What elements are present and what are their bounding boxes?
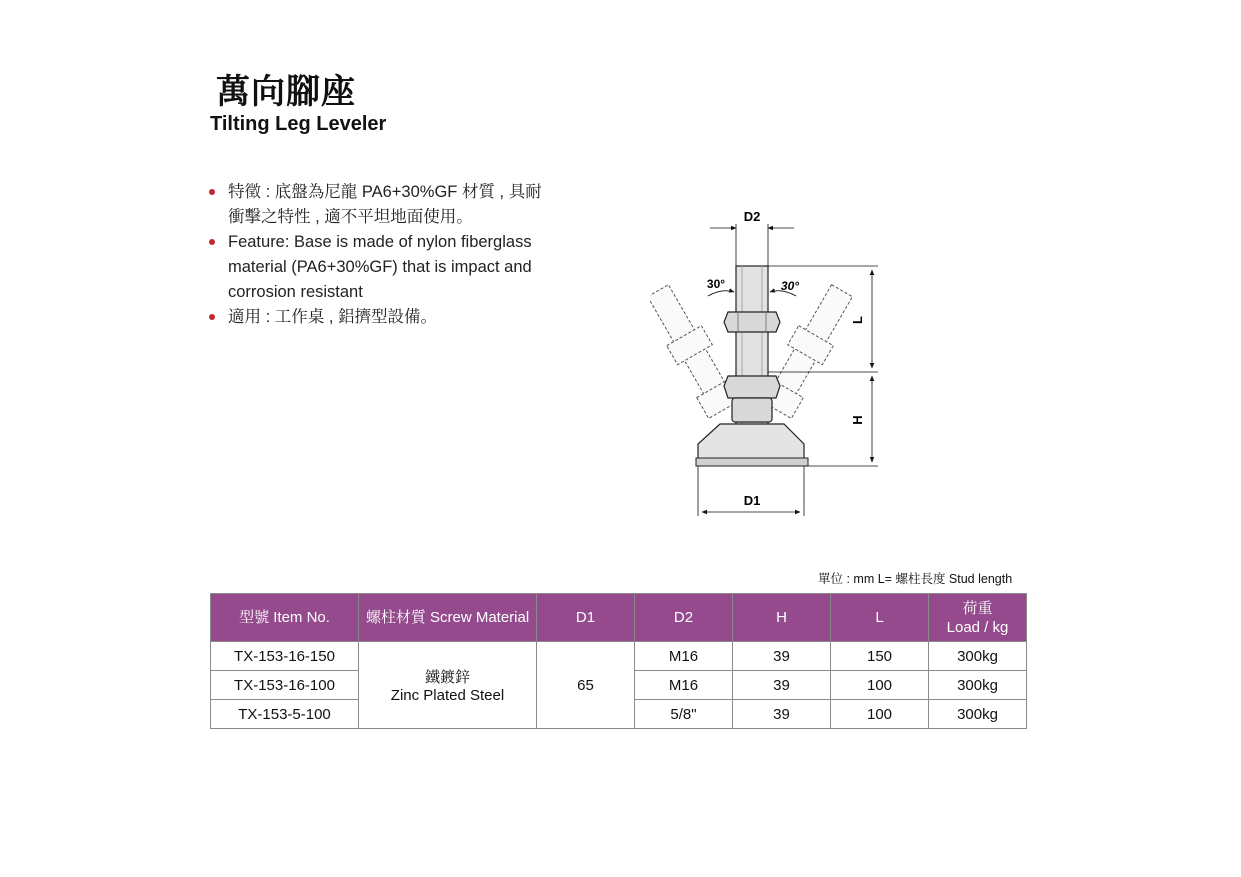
cell-h: 39 [733,642,831,671]
cell-d2: 5/8" [635,700,733,729]
cell-h: 39 [733,700,831,729]
header-load-en: Load / kg [946,618,1009,636]
cell-load: 300kg [929,671,1027,700]
cell-d2: M16 [635,642,733,671]
cell-d2: M16 [635,671,733,700]
upper-nut [724,312,780,332]
header-item: 型號 Item No. [211,594,359,642]
cell-d1: 65 [537,642,635,729]
page-title-zh: 萬向腳座 [216,72,356,112]
table-row [211,642,1027,671]
cell-l: 100 [831,671,929,700]
header-h: H [733,594,831,642]
table-header-row [211,594,1027,642]
page-title-en: Tilting Leg Leveler [210,113,387,135]
cell-load: 300kg [929,642,1027,671]
cell-item: TX-153-16-100 [211,671,359,700]
material-en: Zinc Plated Steel [390,687,505,704]
dim-d1-label: D1 [743,493,761,508]
feature-item-zh: 特徵 : 底盤為尼龍 PA6+30%GF 材質 , 具耐衝擊之特性 , 適不平坦地面使用。 [206,180,546,230]
cell-item: TX-153-5-100 [211,700,359,729]
joint-nut [724,376,780,398]
base-pad [698,424,804,462]
angle-right-label: 30° [780,279,800,293]
application-item: 適用 : 工作桌 , 鋁擠型設備。 [206,305,546,330]
cell-h: 39 [733,671,831,700]
dim-d2-label: D2 [743,209,761,224]
header-material: 螺柱材質 Screw Material [359,594,537,642]
header-load-zh: 荷重 [962,599,993,617]
angle-left-label: 30° [706,277,726,291]
spec-table [210,593,1027,729]
header-d1: D1 [537,594,635,642]
leveler-diagram [650,200,890,525]
cell-l: 150 [831,642,929,671]
feature-item-en: Feature: Base is made of nylon fiberglass material (PA6+30%GF) that is impact and corrosion resistant [206,230,546,305]
dim-l-label: L [850,316,865,324]
dim-h-label: H [850,415,865,425]
header-l: L [831,594,929,642]
material-zh: 鐵鍍鋅 [424,669,470,686]
cell-material [359,642,537,729]
feature-list [206,180,546,330]
unit-note: 單位 : mm L= 螺柱長度 Stud length [818,572,1013,586]
cell-item: TX-153-16-150 [211,642,359,671]
cell-l: 100 [831,700,929,729]
cell-load: 300kg [929,700,1027,729]
header-d2: D2 [635,594,733,642]
header-load [929,594,1027,642]
